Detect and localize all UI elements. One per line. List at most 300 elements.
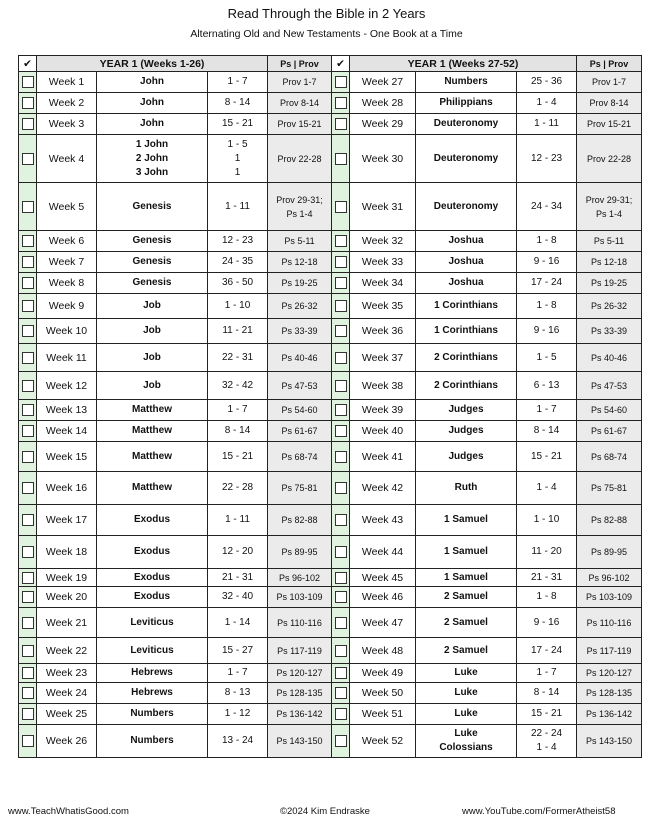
- psalms-proverbs-reading: [268, 638, 332, 664]
- chapter-range: [517, 725, 577, 758]
- psalms-proverbs-line: Ps 19-25: [591, 278, 628, 288]
- psalms-proverbs-reading: [268, 704, 332, 725]
- table-row: [19, 638, 642, 664]
- week-label: Week 34: [350, 273, 416, 294]
- book-name-line: Job: [143, 300, 161, 311]
- week-checkbox[interactable]: [335, 645, 347, 657]
- week-label: Week 47: [350, 608, 416, 638]
- week-checkbox[interactable]: [22, 235, 34, 247]
- week-checkbox[interactable]: [22, 118, 34, 130]
- psalms-proverbs-line: Ps 5-11: [284, 236, 315, 246]
- week-checkbox[interactable]: [335, 708, 347, 720]
- week-label: Week 48: [350, 638, 416, 664]
- week-checkbox[interactable]: [22, 667, 34, 679]
- chapter-range-line: 1 - 7: [227, 667, 248, 678]
- week-checkbox[interactable]: [335, 277, 347, 289]
- week-checkbox-cell: [332, 372, 350, 400]
- chapter-range-line: 11 - 21: [222, 325, 253, 336]
- week-checkbox[interactable]: [335, 591, 347, 603]
- psalms-proverbs-reading: [268, 725, 332, 758]
- chapter-range: [517, 683, 577, 704]
- book-name: [416, 372, 517, 400]
- week-checkbox[interactable]: [22, 451, 34, 463]
- week-checkbox-cell: [19, 93, 37, 114]
- psalms-proverbs-line: Ps 40-46: [281, 352, 318, 363]
- book-name: [416, 587, 517, 608]
- book-name: [416, 231, 517, 252]
- table-row: [19, 344, 642, 372]
- week-checkbox-cell: [19, 400, 37, 421]
- book-name-line: Exodus: [133, 591, 171, 602]
- book-name: [416, 569, 517, 587]
- week-checkbox-cell: [19, 294, 37, 319]
- chapter-range-line: 6 - 13: [533, 379, 560, 391]
- week-checkbox[interactable]: [22, 591, 34, 603]
- week-checkbox-cell: [332, 421, 350, 442]
- psalms-proverbs-line: Ps 40-46: [591, 352, 628, 363]
- table-row: [19, 505, 642, 536]
- book-name: [416, 505, 517, 536]
- psalms-proverbs-line: Ps 103-109: [585, 592, 633, 602]
- book-name-line: Hebrews: [131, 687, 173, 698]
- book-name-line: Luke: [454, 728, 478, 739]
- ps-prov-header-right: Ps | Prov: [577, 56, 642, 72]
- week-checkbox[interactable]: [335, 546, 347, 558]
- week-label: Week 23: [37, 664, 97, 683]
- week-checkbox[interactable]: [22, 617, 34, 629]
- chapter-range: [208, 252, 268, 273]
- chapter-range-line: 1 - 11: [225, 200, 250, 212]
- week-checkbox-cell: [332, 683, 350, 704]
- psalms-proverbs-line: Prov 15-21: [277, 119, 322, 129]
- week-checkbox[interactable]: [22, 482, 34, 494]
- psalms-proverbs-reading: [577, 638, 642, 664]
- book-name: [97, 704, 208, 725]
- psalms-proverbs-line: Prov 15-21: [587, 119, 632, 129]
- book-name: [97, 421, 208, 442]
- book-name: [97, 372, 208, 400]
- week-checkbox-cell: [332, 664, 350, 683]
- psalms-proverbs-line: Ps 103-109: [276, 592, 323, 602]
- psalms-proverbs-line: Prov 22-28: [587, 153, 632, 164]
- year-caption-right: YEAR 1 (Weeks 27-52): [350, 56, 577, 72]
- week-checkbox[interactable]: [22, 97, 34, 109]
- week-label: Week 1: [37, 72, 97, 93]
- chapter-range-line: 1 - 8: [536, 300, 557, 311]
- psalms-proverbs-line: Ps 26-32: [281, 301, 318, 311]
- psalms-proverbs-reading: [268, 114, 332, 135]
- table-row: [19, 114, 642, 135]
- book-name-line: Judges: [448, 404, 484, 415]
- psalms-proverbs-reading: [268, 472, 332, 505]
- week-checkbox-cell: [332, 536, 350, 569]
- book-name: [416, 421, 517, 442]
- book-name-line: Genesis: [132, 235, 172, 246]
- table-row: [19, 536, 642, 569]
- psalms-proverbs-line: Ps 89-95: [281, 547, 318, 557]
- week-checkbox[interactable]: [22, 425, 34, 437]
- week-checkbox-cell: [19, 252, 37, 273]
- psalms-proverbs-reading: [577, 114, 642, 135]
- book-name-line: 1 Samuel: [444, 514, 488, 525]
- week-checkbox[interactable]: [22, 404, 34, 416]
- chapter-range-line: 24 - 34: [530, 200, 563, 212]
- chapter-range: [208, 442, 268, 472]
- book-name: [97, 472, 208, 505]
- psalms-proverbs-reading: [577, 319, 642, 344]
- psalms-proverbs-line: Prov 22-28: [277, 153, 322, 164]
- chapter-range-line: 1 - 7: [536, 404, 557, 415]
- chapter-range: [517, 608, 577, 638]
- week-checkbox-cell: [332, 114, 350, 135]
- chapter-range-line: 1: [234, 166, 241, 178]
- table-row: [19, 294, 642, 319]
- psalms-proverbs-reading: [268, 421, 332, 442]
- week-checkbox[interactable]: [335, 667, 347, 679]
- psalms-proverbs-reading: [268, 135, 332, 183]
- book-name-line: Colossians: [439, 742, 493, 753]
- book-name-line: Numbers: [444, 76, 488, 87]
- ps-prov-header-left: Ps | Prov: [268, 56, 332, 72]
- chapter-range: [208, 319, 268, 344]
- book-name: [97, 231, 208, 252]
- book-name-line: Luke: [454, 687, 478, 698]
- psalms-proverbs-reading: [577, 72, 642, 93]
- week-checkbox[interactable]: [335, 735, 347, 747]
- book-name: [416, 114, 517, 135]
- book-name: [97, 135, 208, 183]
- year-caption-left: YEAR 1 (Weeks 1-26): [37, 56, 268, 72]
- psalms-proverbs-line: Ps 120-127: [276, 668, 323, 678]
- chapter-range: [208, 294, 268, 319]
- week-checkbox[interactable]: [335, 201, 347, 213]
- chapter-range: [517, 294, 577, 319]
- book-name-line: Joshua: [448, 256, 484, 267]
- psalms-proverbs-line: Ps 26-32: [591, 301, 628, 311]
- chapter-range: [208, 587, 268, 608]
- book-name: [416, 400, 517, 421]
- psalms-proverbs-line: Ps 110-116: [586, 617, 632, 628]
- week-label: Week 20: [37, 587, 97, 608]
- table-row: [19, 442, 642, 472]
- psalms-proverbs-line: Ps 82-88: [591, 515, 628, 525]
- chapter-range: [208, 114, 268, 135]
- chapter-range: [208, 273, 268, 294]
- chapter-range-line: 8 - 14: [224, 425, 251, 436]
- week-label: Week 41: [350, 442, 416, 472]
- psalms-proverbs-line: Ps 75-81: [281, 483, 318, 493]
- book-name: [416, 294, 517, 319]
- week-label: Week 35: [350, 294, 416, 319]
- psalms-proverbs-reading: [268, 400, 332, 421]
- chapter-range-line: 1 - 5: [227, 138, 248, 150]
- book-name-line: Luke: [454, 667, 478, 678]
- psalms-proverbs-reading: [268, 294, 332, 319]
- week-label: Week 2: [37, 93, 97, 114]
- chapter-range: [517, 536, 577, 569]
- book-name: [416, 704, 517, 725]
- week-checkbox-cell: [332, 231, 350, 252]
- week-checkbox-cell: [19, 114, 37, 135]
- psalms-proverbs-line: Ps 1-4: [286, 208, 313, 219]
- book-name-line: 2 Samuel: [444, 591, 488, 602]
- table-row: [19, 273, 642, 294]
- chapter-range-line: 13 - 24: [221, 735, 254, 746]
- week-checkbox-cell: [332, 72, 350, 93]
- week-checkbox-cell: [19, 638, 37, 664]
- check-column-header: ✔: [19, 56, 37, 72]
- psalms-proverbs-reading: [268, 608, 332, 638]
- week-checkbox-cell: [19, 344, 37, 372]
- psalms-proverbs-reading: [577, 536, 642, 569]
- psalms-proverbs-line: Ps 47-53: [591, 380, 628, 391]
- week-checkbox[interactable]: [22, 277, 34, 289]
- week-checkbox[interactable]: [335, 425, 347, 437]
- week-checkbox[interactable]: [335, 451, 347, 463]
- psalms-proverbs-reading: [577, 273, 642, 294]
- psalms-proverbs-line: Ps 136-142: [276, 709, 323, 719]
- week-label: Week 39: [350, 400, 416, 421]
- week-label: Week 40: [350, 421, 416, 442]
- week-checkbox-cell: [332, 344, 350, 372]
- chapter-range: [517, 372, 577, 400]
- psalms-proverbs-reading: [577, 183, 642, 231]
- table-row: [19, 725, 642, 758]
- chapter-range: [208, 400, 268, 421]
- psalms-proverbs-reading: [268, 183, 332, 231]
- psalms-proverbs-line: Ps 54-60: [281, 405, 318, 415]
- book-name: [97, 505, 208, 536]
- chapter-range-line: 12 - 23: [530, 152, 563, 164]
- chapter-range-line: 9 - 16: [533, 256, 560, 267]
- chapter-range: [517, 587, 577, 608]
- week-checkbox[interactable]: [335, 153, 347, 165]
- week-label: Week 11: [37, 344, 97, 372]
- book-name: [97, 183, 208, 231]
- book-name-line: Luke: [454, 708, 478, 719]
- chapter-range-line: 15 - 21: [530, 450, 563, 462]
- week-label: Week 21: [37, 608, 97, 638]
- psalms-proverbs-reading: [577, 587, 642, 608]
- week-label: Week 36: [350, 319, 416, 344]
- book-name-line: Exodus: [133, 546, 171, 557]
- week-checkbox[interactable]: [22, 546, 34, 558]
- book-name: [97, 664, 208, 683]
- week-checkbox[interactable]: [22, 153, 34, 165]
- book-name: [97, 587, 208, 608]
- chapter-range-line: 1 - 4: [536, 742, 557, 753]
- week-checkbox[interactable]: [335, 97, 347, 109]
- week-checkbox-cell: [19, 587, 37, 608]
- week-checkbox-cell: [19, 135, 37, 183]
- table-row: [19, 704, 642, 725]
- psalms-proverbs-reading: [577, 442, 642, 472]
- book-name-line: 2 Corinthians: [434, 351, 498, 363]
- book-name: [97, 608, 208, 638]
- chapter-range-line: 15 - 27: [221, 644, 254, 656]
- week-checkbox[interactable]: [22, 325, 34, 337]
- chapter-range-line: 17 - 24: [530, 277, 563, 288]
- footer-youtube[interactable]: www.YouTube.com/FormerAtheist58: [462, 806, 616, 817]
- book-name-line: 1 Corinthians: [434, 325, 498, 336]
- week-checkbox-cell: [19, 273, 37, 294]
- week-label: Week 25: [37, 704, 97, 725]
- book-name: [416, 725, 517, 758]
- book-name-line: Deuteronomy: [433, 152, 499, 164]
- week-checkbox[interactable]: [22, 76, 34, 88]
- chapter-range-line: 8 - 13: [224, 687, 251, 698]
- week-checkbox[interactable]: [22, 645, 34, 657]
- book-name-line: Philippians: [439, 97, 493, 108]
- chapter-range: [208, 344, 268, 372]
- week-checkbox[interactable]: [22, 201, 34, 213]
- week-checkbox-cell: [332, 93, 350, 114]
- psalms-proverbs-reading: [268, 505, 332, 536]
- psalms-proverbs-reading: [577, 252, 642, 273]
- chapter-range: [208, 569, 268, 587]
- book-name: [416, 93, 517, 114]
- book-name-line: Genesis: [132, 256, 172, 267]
- chapter-range-line: 15 - 21: [221, 118, 254, 129]
- book-name-line: John: [140, 76, 164, 87]
- book-name-line: Matthew: [132, 482, 172, 493]
- week-checkbox[interactable]: [22, 514, 34, 526]
- psalms-proverbs-reading: [577, 372, 642, 400]
- book-name: [97, 273, 208, 294]
- footer-website[interactable]: www.TeachWhatisGood.com: [8, 806, 129, 817]
- week-checkbox-cell: [19, 231, 37, 252]
- week-checkbox[interactable]: [22, 380, 34, 392]
- book-name-line: Exodus: [133, 571, 171, 583]
- book-name-line: Hebrews: [131, 667, 173, 678]
- chapter-range-line: 9 - 16: [533, 325, 560, 336]
- book-name-line: Job: [143, 379, 161, 391]
- week-checkbox[interactable]: [22, 735, 34, 747]
- week-checkbox[interactable]: [22, 572, 34, 584]
- week-label: Week 30: [350, 135, 416, 183]
- chapter-range: [208, 638, 268, 664]
- week-checkbox-cell: [332, 183, 350, 231]
- psalms-proverbs-line: Ps 128-135: [585, 688, 633, 698]
- week-checkbox[interactable]: [335, 514, 347, 526]
- week-label: Week 6: [37, 231, 97, 252]
- week-checkbox[interactable]: [22, 352, 34, 364]
- chapter-range: [517, 252, 577, 273]
- book-name: [416, 536, 517, 569]
- book-name: [416, 252, 517, 273]
- book-name: [97, 725, 208, 758]
- week-checkbox[interactable]: [22, 708, 34, 720]
- book-name-line: 2 Samuel: [444, 644, 488, 656]
- chapter-range-line: 1 - 8: [536, 591, 557, 602]
- week-label: Week 7: [37, 252, 97, 273]
- book-name-line: Matthew: [132, 404, 172, 415]
- psalms-proverbs-reading: [268, 536, 332, 569]
- week-checkbox[interactable]: [335, 404, 347, 416]
- chapter-range: [517, 344, 577, 372]
- book-name-line: Judges: [448, 450, 484, 462]
- week-checkbox[interactable]: [335, 687, 347, 699]
- week-checkbox[interactable]: [335, 482, 347, 494]
- book-name: [97, 536, 208, 569]
- psalms-proverbs-reading: [577, 421, 642, 442]
- week-label: Week 8: [37, 273, 97, 294]
- week-checkbox[interactable]: [335, 325, 347, 337]
- chapter-range-line: 12 - 23: [221, 235, 254, 246]
- week-checkbox-cell: [19, 472, 37, 505]
- psalms-proverbs-reading: [268, 372, 332, 400]
- psalms-proverbs-reading: [577, 683, 642, 704]
- psalms-proverbs-line: Ps 68-74: [591, 451, 628, 462]
- week-checkbox[interactable]: [335, 235, 347, 247]
- week-label: Week 5: [37, 183, 97, 231]
- book-name-line: Ruth: [454, 482, 478, 493]
- psalms-proverbs-line: Ps 120-127: [585, 668, 633, 678]
- psalms-proverbs-reading: [577, 93, 642, 114]
- week-checkbox[interactable]: [335, 256, 347, 268]
- psalms-proverbs-line: Ps 82-88: [281, 515, 318, 525]
- chapter-range: [517, 183, 577, 231]
- book-name: [97, 569, 208, 587]
- week-checkbox-cell: [332, 319, 350, 344]
- psalms-proverbs-line: Ps 54-60: [591, 405, 628, 415]
- week-checkbox[interactable]: [22, 687, 34, 699]
- week-checkbox-cell: [19, 569, 37, 587]
- book-name: [416, 344, 517, 372]
- week-checkbox[interactable]: [335, 572, 347, 584]
- chapter-range: [208, 608, 268, 638]
- week-checkbox[interactable]: [335, 617, 347, 629]
- psalms-proverbs-reading: [268, 587, 332, 608]
- psalms-proverbs-line: Ps 12-18: [591, 257, 628, 267]
- chapter-range-line: 1 - 5: [536, 351, 557, 363]
- check-column-header: ✔: [332, 56, 350, 72]
- chapter-range: [208, 683, 268, 704]
- psalms-proverbs-reading: [577, 294, 642, 319]
- chapter-range: [517, 638, 577, 664]
- chapter-range: [517, 421, 577, 442]
- psalms-proverbs-line: Ps 68-74: [281, 451, 318, 462]
- week-checkbox[interactable]: [22, 300, 34, 312]
- week-label: Week 45: [350, 569, 416, 587]
- chapter-range: [208, 372, 268, 400]
- psalms-proverbs-line: Ps 143-150: [585, 736, 633, 746]
- week-checkbox[interactable]: [335, 352, 347, 364]
- week-checkbox[interactable]: [22, 256, 34, 268]
- week-checkbox[interactable]: [335, 380, 347, 392]
- chapter-range-line: 32 - 40: [221, 591, 254, 602]
- book-name: [97, 294, 208, 319]
- psalms-proverbs-line: Ps 110-116: [277, 617, 322, 628]
- week-label: Week 49: [350, 664, 416, 683]
- week-checkbox-cell: [19, 442, 37, 472]
- book-name: [97, 319, 208, 344]
- week-label: Week 18: [37, 536, 97, 569]
- week-checkbox[interactable]: [335, 118, 347, 130]
- table-row: [19, 587, 642, 608]
- psalms-proverbs-line: Prov 8-14: [280, 98, 320, 108]
- book-name-line: Numbers: [130, 735, 174, 746]
- chapter-range-line: 1 - 8: [536, 235, 557, 246]
- week-checkbox[interactable]: [335, 300, 347, 312]
- psalms-proverbs-line: Ps 12-18: [281, 257, 318, 267]
- chapter-range-line: 8 - 14: [533, 425, 560, 436]
- table-row: [19, 72, 642, 93]
- psalms-proverbs-reading: [268, 93, 332, 114]
- psalms-proverbs-line: Ps 19-25: [281, 278, 318, 288]
- week-label: Week 24: [37, 683, 97, 704]
- week-checkbox[interactable]: [335, 76, 347, 88]
